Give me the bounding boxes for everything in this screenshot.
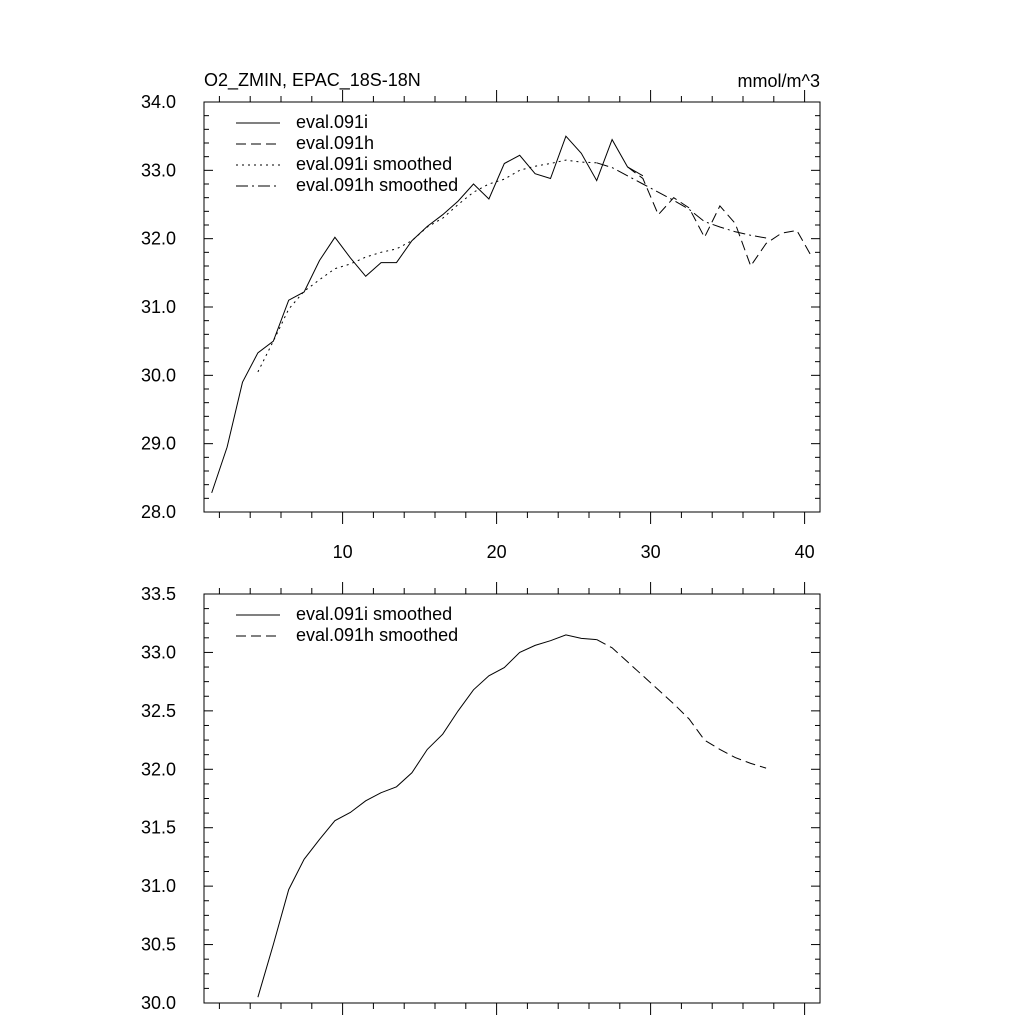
- y-tick-label: 31.0: [140, 876, 176, 897]
- x-tick-label: 30: [640, 542, 661, 562]
- y-tick-label: 30.5: [140, 934, 176, 955]
- y-tick-label: 33.5: [140, 584, 176, 604]
- y-tick-label: 30.0: [140, 993, 176, 1013]
- x-tick-label: 10: [332, 542, 353, 562]
- series-line: [258, 635, 597, 997]
- legend-label: eval.091h: [296, 133, 375, 153]
- legend-label: eval.091i: [296, 112, 369, 132]
- series-line: [628, 167, 813, 266]
- top-panel: [141, 90, 820, 562]
- y-tick-label: 32.5: [140, 700, 176, 721]
- x-tick-label: 40: [794, 542, 815, 562]
- y-tick-label: 31.0: [140, 297, 176, 317]
- bottom-panel: [141, 582, 820, 1015]
- y-tick-label: 33.0: [140, 160, 176, 181]
- y-tick-label: 31.5: [140, 817, 176, 838]
- legend-label: eval.091i smoothed: [296, 154, 453, 174]
- legend-label: eval.091h smoothed: [296, 625, 459, 645]
- y-tick-label: 30.0: [140, 365, 176, 386]
- chart-title: O2_ZMIN, EPAC_18S-18N: [204, 70, 421, 90]
- legend-label: eval.091h smoothed: [296, 175, 459, 195]
- y-tick-label: 34.0: [140, 92, 176, 112]
- series-line: [597, 640, 766, 769]
- x-tick-label: 20: [486, 542, 507, 562]
- y-tick-label: 28.0: [140, 502, 176, 522]
- y-tick-label: 29.0: [140, 433, 176, 454]
- y-tick-label: 32.0: [140, 759, 176, 780]
- plot-frame: [204, 594, 820, 1003]
- y-tick-label: 32.0: [140, 228, 176, 249]
- units-label: mmol/m^3: [737, 71, 820, 91]
- legend-label: eval.091i smoothed: [296, 604, 453, 624]
- series-line: [597, 163, 766, 238]
- y-tick-label: 33.0: [140, 642, 176, 663]
